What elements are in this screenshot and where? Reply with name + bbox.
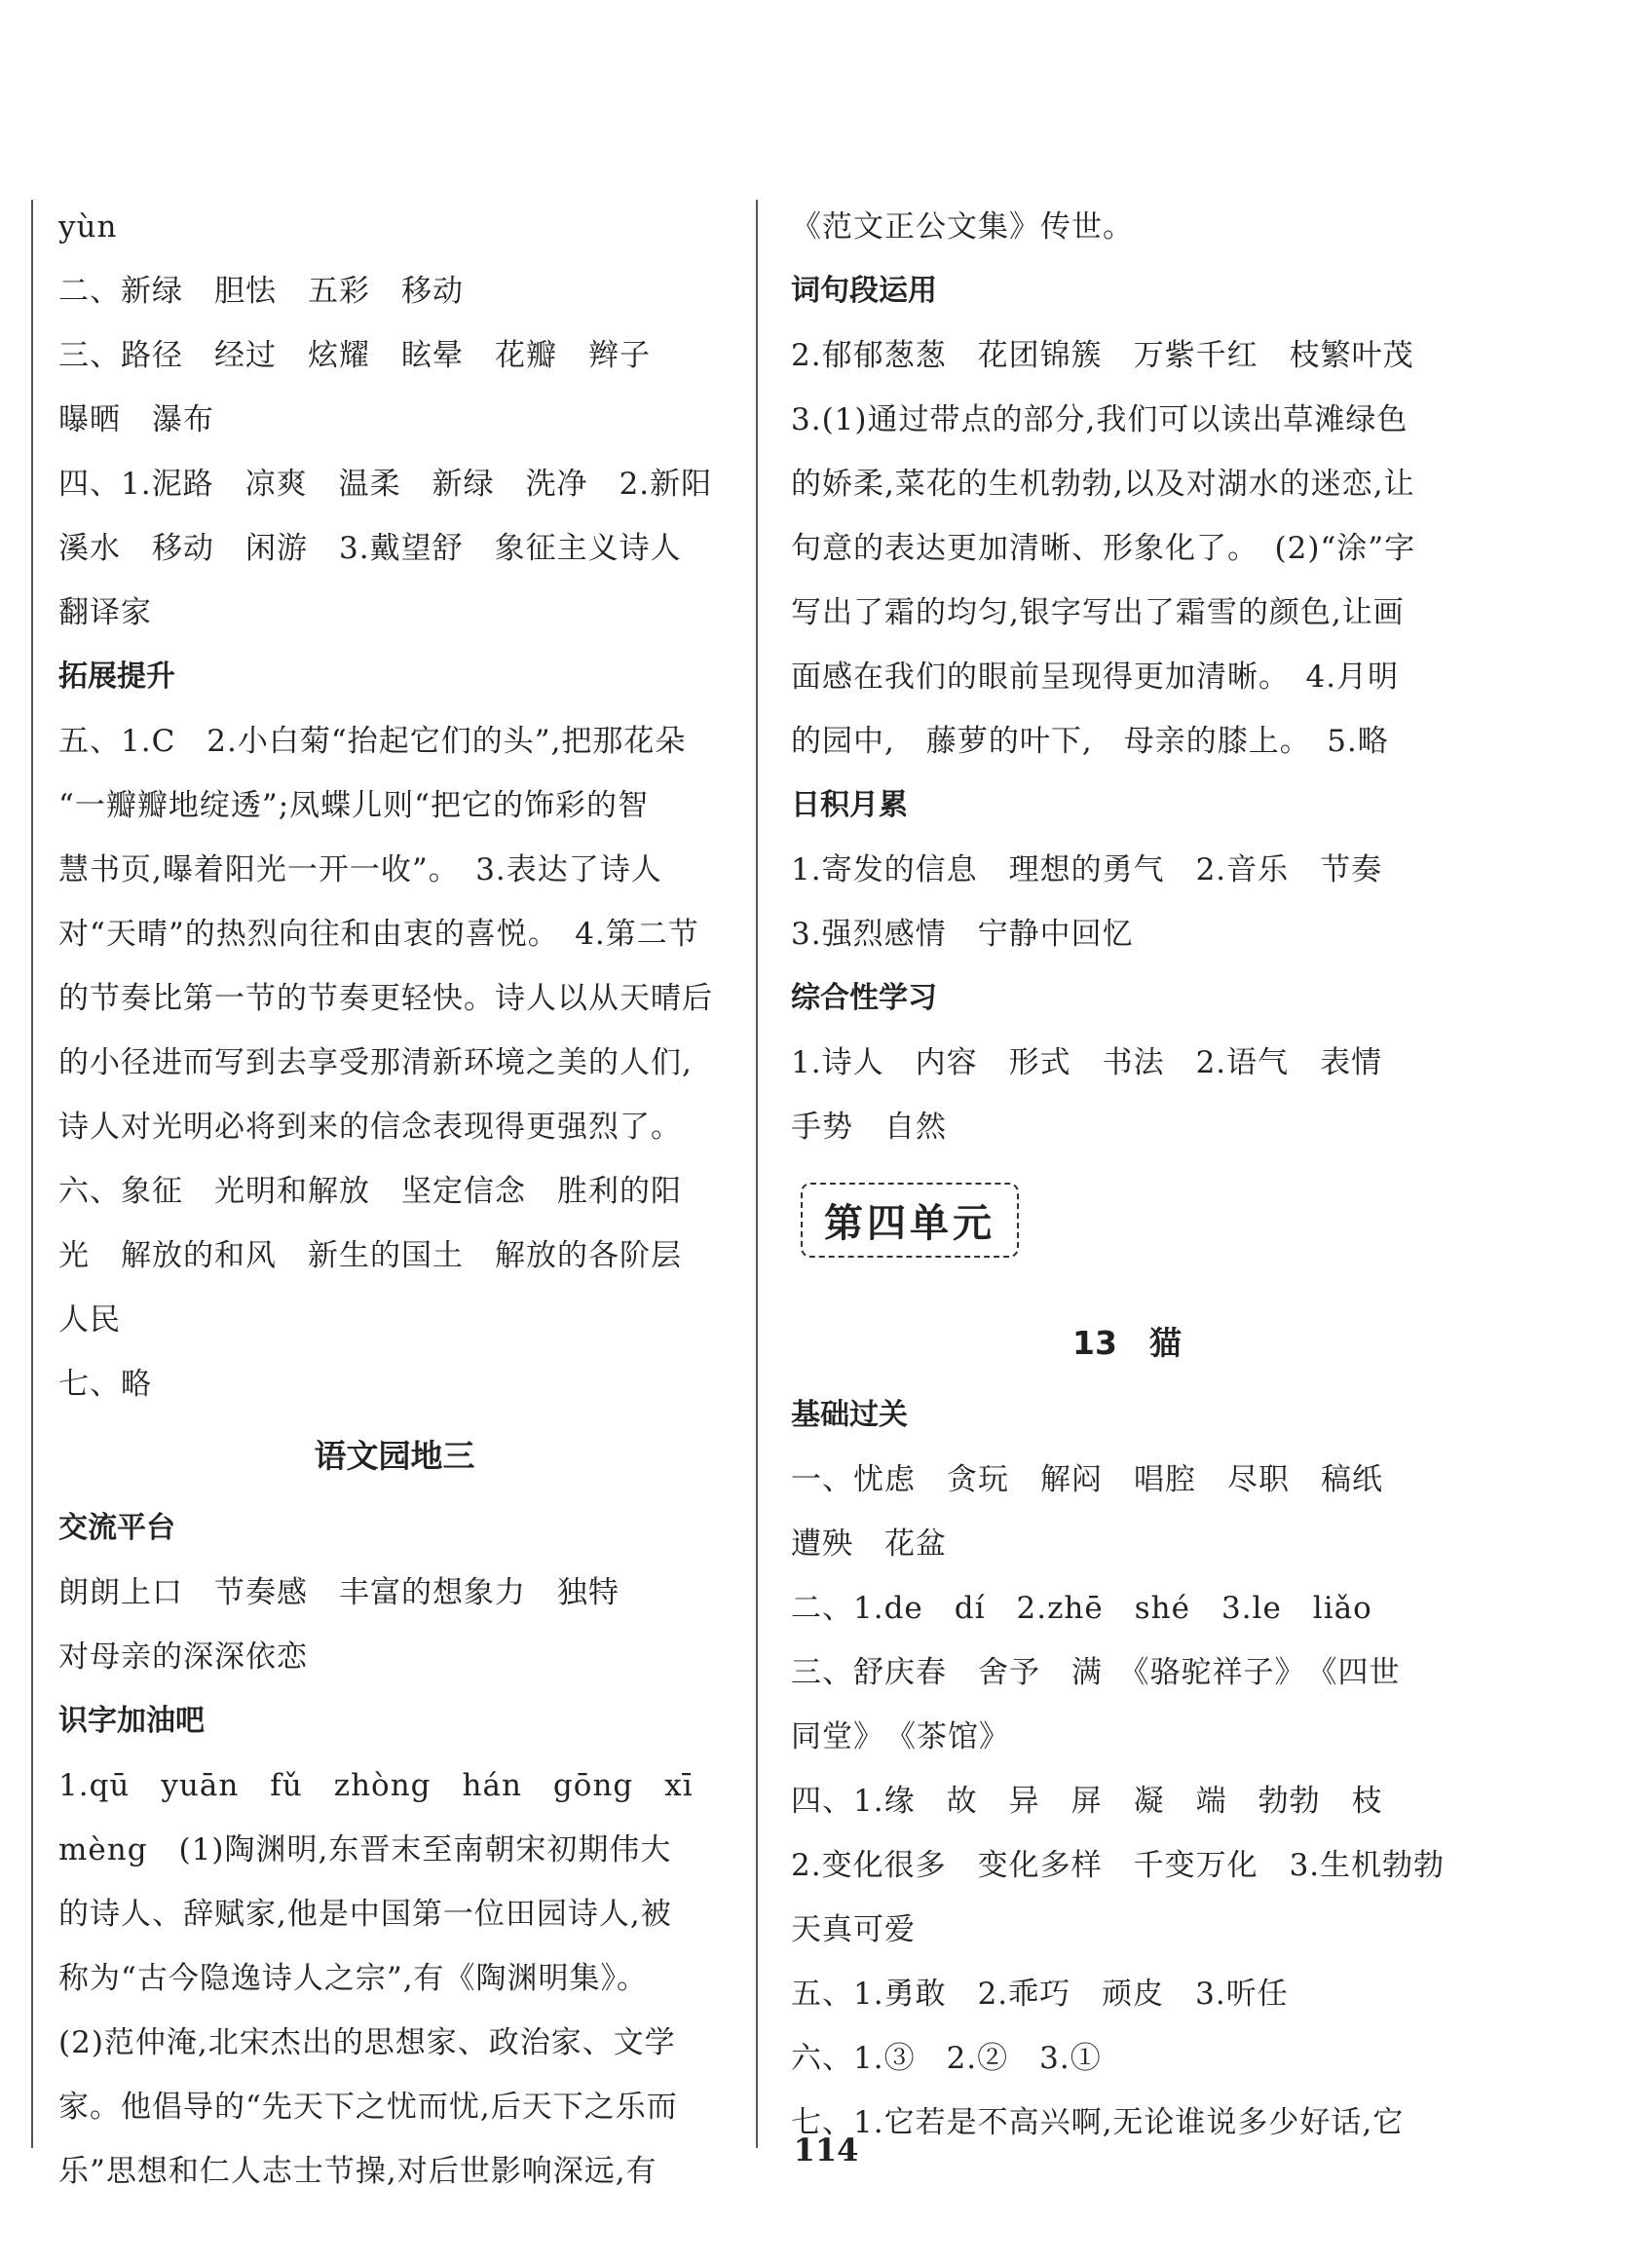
section-heading: 识字加油吧 xyxy=(58,1704,205,1738)
answer-line: 翻译家 xyxy=(58,595,152,630)
answer-line: 二、1.de dí 2.zhē shé 3.le liǎo xyxy=(791,1591,1372,1626)
answer-line: 的娇柔,菜花的生机勃勃,以及对湖水的迷恋,让 xyxy=(791,467,1415,502)
answer-line: 慧书页,曝着阳光一开一收”。 3.表达了诗人 xyxy=(58,852,662,887)
answer-line: 的节奏比第一节的节奏更轻快。诗人以从天晴后 xyxy=(58,981,713,1016)
left-margin-rule xyxy=(31,200,33,2148)
section-heading: 综合性学习 xyxy=(791,981,937,1015)
section-heading: 词句段运用 xyxy=(791,274,937,308)
answer-line: 四、1.泥路 凉爽 温柔 新绿 洗净 2.新阳 xyxy=(58,467,713,502)
answer-line: 曝晒 瀑布 xyxy=(58,402,214,437)
unit-title: 第四单元 xyxy=(801,1183,1019,1258)
answer-line: 2.变化很多 变化多样 千变万化 3.生机勃勃 xyxy=(791,1848,1446,1883)
answer-line: mèng (1)陶渊明,东晋末至南朝宋初期伟大 xyxy=(58,1832,672,1867)
answer-line: 四、1.缘 故 异 屏 凝 端 勃勃 枝 xyxy=(791,1784,1383,1819)
section-heading: 交流平台 xyxy=(58,1511,175,1545)
answer-line: 3.(1)通过带点的部分,我们可以读出草滩绿色 xyxy=(791,402,1408,437)
answer-line: 遭殃 花盆 xyxy=(791,1527,947,1562)
answer-line: 二、新绿 胆怯 五彩 移动 xyxy=(58,274,464,309)
answer-line: 《范文正公文集》传世。 xyxy=(791,209,1134,245)
answer-line: 1.qū yuān fǔ zhòng hán gōng xī xyxy=(58,1768,694,1803)
answer-line: 同堂》 《茶馆》 xyxy=(791,1719,1010,1754)
answer-line: 光 解放的和风 新生的国土 解放的各阶层 xyxy=(58,1238,682,1273)
section-heading: 拓展提升 xyxy=(58,660,175,694)
answer-line: yùn xyxy=(58,209,118,245)
answer-line: 人民 xyxy=(58,1302,121,1338)
answer-line: 朗朗上口 节奏感 丰富的想象力 独特 xyxy=(58,1575,620,1610)
answer-line: 对母亲的深深依恋 xyxy=(58,1640,308,1675)
answer-line: 1.诗人 内容 形式 书法 2.语气 表情 xyxy=(791,1045,1383,1080)
column-divider xyxy=(756,200,758,2148)
answer-line: 一、忧虑 贪玩 解闷 唱腔 尽职 稿纸 xyxy=(791,1462,1383,1497)
answer-line: 乐”思想和仁人志士节操,对后世影响深远,有 xyxy=(58,2154,657,2189)
answer-line: 2.郁郁葱葱 花团锦簇 万紫千红 枝繁叶茂 xyxy=(791,338,1414,373)
answer-line: 的诗人、辞赋家,他是中国第一位田园诗人,被 xyxy=(58,1897,672,1932)
answer-line: 三、舒庆春 舍予 满 《骆驼祥子》 《四世 xyxy=(791,1655,1401,1690)
left-column xyxy=(58,195,731,2204)
lesson-title: 13 猫 xyxy=(1072,1324,1182,1362)
answer-line: 天真可爱 xyxy=(791,1912,916,1947)
answer-line: 称为“古今隐逸诗人之宗”,有《陶渊明集》。 xyxy=(58,1961,649,1996)
answer-line: 写出了霜的均匀,银字写出了霜雪的颜色,让画 xyxy=(791,595,1405,630)
answer-line: 三、路径 经过 炫耀 眩晕 花瓣 辫子 xyxy=(58,338,651,373)
answer-line: 3.强烈感情 宁静中回忆 xyxy=(791,917,1134,952)
right-column xyxy=(791,195,1463,2155)
lesson-title: 语文园地三 xyxy=(314,1437,475,1475)
answer-line: 面感在我们的眼前呈现得更加清晰。 4.月明 xyxy=(791,660,1400,695)
answer-line: 七、1.它若是不高兴啊,无论谁说多少好话,它 xyxy=(791,2105,1405,2140)
answer-line: 溪水 移动 闲游 3.戴望舒 象征主义诗人 xyxy=(58,531,682,566)
answer-line: (2)范仲淹,北宋杰出的思想家、政治家、文学 xyxy=(58,2025,676,2060)
answer-line: 五、1.C 2.小白菊“抬起它们的头”,把那花朵 xyxy=(58,724,687,759)
answer-line: 家。他倡导的“先天下之忧而忧,后天下之乐而 xyxy=(58,2090,678,2125)
answer-line: 六、象征 光明和解放 坚定信念 胜利的阳 xyxy=(58,1174,682,1209)
section-heading: 日积月累 xyxy=(791,788,908,822)
answer-line: 手势 自然 xyxy=(791,1110,947,1145)
answer-line: 对“天晴”的热烈向往和由衷的喜悦。 4.第二节 xyxy=(58,917,699,952)
answer-line: 的园中, 藤萝的叶下, 母亲的膝上。 5.略 xyxy=(791,724,1389,759)
answer-line: 七、略 xyxy=(58,1367,152,1402)
answer-line: 五、1.勇敢 2.乖巧 顽皮 3.听任 xyxy=(791,1977,1289,2012)
answer-line: “一瓣瓣地绽透”;凤蝶儿则“把它的饰彩的智 xyxy=(58,788,649,823)
answer-line: 1.寄发的信息 理想的勇气 2.音乐 节奏 xyxy=(791,852,1383,887)
answer-line: 诗人对光明必将到来的信念表现得更强烈了。 xyxy=(58,1110,682,1145)
unit-banner xyxy=(791,1159,1463,1303)
answer-line: 六、1.③ 2.② 3.① xyxy=(791,2041,1102,2076)
answer-line: 的小径进而写到去享受那清新环境之美的人们, xyxy=(58,1045,693,1080)
page-number: 114 xyxy=(793,2131,859,2168)
answer-line: 句意的表达更加清晰、形象化了。 (2)“涂”字 xyxy=(791,531,1416,566)
section-heading: 基础过关 xyxy=(791,1398,908,1432)
